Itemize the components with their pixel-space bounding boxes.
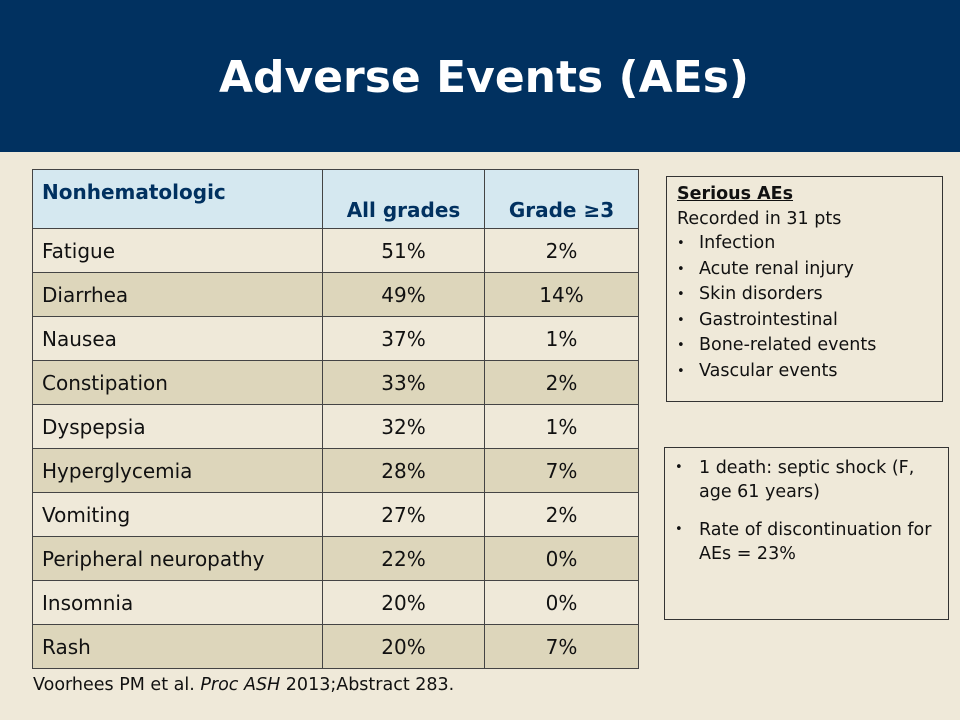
- event-name-cell: Rash: [33, 625, 323, 669]
- table-row: [33, 405, 639, 449]
- event-name-cell: Nausea: [33, 317, 323, 361]
- table-row: [33, 537, 639, 581]
- all-grades-cell: 27%: [323, 493, 485, 537]
- grade-3-cell: 7%: [485, 449, 639, 493]
- table-row: [33, 625, 639, 669]
- table-row: [33, 449, 639, 493]
- all-grades-cell: 32%: [323, 405, 485, 449]
- table-row: [33, 273, 639, 317]
- list-item: • Infection: [677, 231, 876, 257]
- table-row: [33, 317, 639, 361]
- all-grades-cell: 22%: [323, 537, 485, 581]
- table-row: [33, 493, 639, 537]
- adverse-events-table: [32, 169, 639, 669]
- event-name-cell: Peripheral neuropathy: [33, 537, 323, 581]
- event-name-cell: Hyperglycemia: [33, 449, 323, 493]
- event-name-cell: Constipation: [33, 361, 323, 405]
- citation-journal: Proc ASH: [200, 675, 281, 695]
- table-row: [33, 361, 639, 405]
- serious-aes-box: [666, 176, 943, 402]
- table-row: [33, 229, 639, 273]
- column-header-all-grades: All grades: [323, 170, 485, 229]
- citation-authors: Voorhees PM et al.: [33, 675, 201, 695]
- list-item: • Bone-related events: [677, 333, 876, 359]
- grade-3-cell: 7%: [485, 625, 639, 669]
- list-item: • Skin disorders: [677, 282, 876, 308]
- all-grades-cell: 20%: [323, 581, 485, 625]
- all-grades-cell: 28%: [323, 449, 485, 493]
- grade-3-cell: 2%: [485, 493, 639, 537]
- notes-box: [664, 447, 949, 620]
- all-grades-cell: 51%: [323, 229, 485, 273]
- list-item: • Rate of discontinuation for AEs = 23%: [675, 518, 937, 566]
- grade-3-cell: 0%: [485, 537, 639, 581]
- all-grades-cell: 49%: [323, 273, 485, 317]
- grade-3-cell: 0%: [485, 581, 639, 625]
- serious-aes-subheading: Recorded in 31 pts: [677, 209, 842, 229]
- slide-title: Adverse Events (AEs): [218, 52, 750, 103]
- citation-details: 2013;Abstract 283.: [280, 675, 455, 695]
- grade-3-cell: 2%: [485, 361, 639, 405]
- list-item: • Acute renal injury: [677, 257, 876, 283]
- event-name-cell: Insomnia: [33, 581, 323, 625]
- grade-3-cell: 1%: [485, 405, 639, 449]
- all-grades-cell: 37%: [323, 317, 485, 361]
- event-name-cell: Fatigue: [33, 229, 323, 273]
- grade-3-cell: 2%: [485, 229, 639, 273]
- grade-3-cell: 14%: [485, 273, 639, 317]
- notes-list: [675, 456, 937, 580]
- column-header-nonhematologic: Nonhematologic: [33, 170, 323, 229]
- event-name-cell: Diarrhea: [33, 273, 323, 317]
- list-item: • Gastrointestinal: [677, 308, 876, 334]
- table-header-row: [33, 170, 639, 229]
- event-name-cell: Vomiting: [33, 493, 323, 537]
- serious-aes-list: [677, 231, 876, 385]
- serious-aes-heading: Serious AEs: [677, 184, 794, 204]
- list-item: • Vascular events: [677, 359, 876, 385]
- citation: [33, 673, 454, 697]
- all-grades-cell: 33%: [323, 361, 485, 405]
- event-name-cell: Dyspepsia: [33, 405, 323, 449]
- all-grades-cell: 20%: [323, 625, 485, 669]
- table-row: [33, 581, 639, 625]
- title-bar: [0, 0, 960, 152]
- grade-3-cell: 1%: [485, 317, 639, 361]
- list-item: • 1 death: septic shock (F, age 61 years): [675, 456, 937, 504]
- column-header-grade-3: Grade ≥3: [485, 170, 639, 229]
